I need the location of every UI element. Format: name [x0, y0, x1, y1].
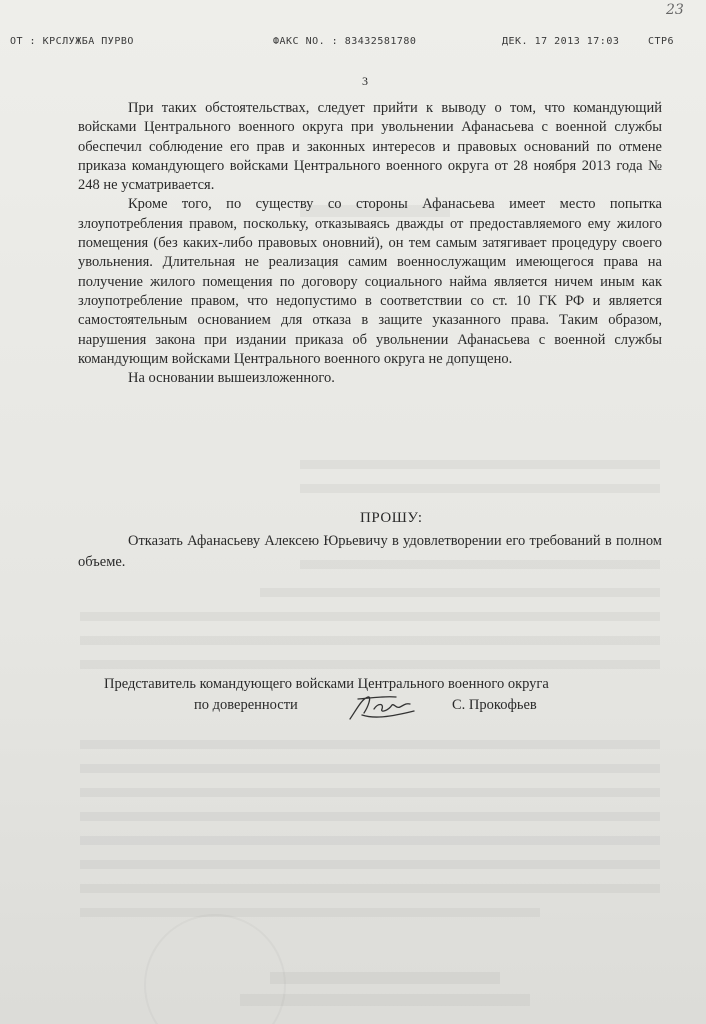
handwritten-page-mark: 23	[666, 2, 684, 18]
request-heading: ПРОШУ:	[360, 510, 423, 526]
body-text	[78, 99, 662, 388]
paragraph: Кроме того, по существу со стороны Афанасьева имеет место попытка злоупотребления правом, поскольку, отказываясь дважды от предоставляемого ему жилого помещения (без каких-либо правовых оновний), он тем самым затягивает процедуру своего увольнения. Длительная не реализация самим военнослужащим имеющегося права на получение жилого помещения по договору социального найма является ничем иным как злоупотребление правом, что недопустимо в соответствии со ст. 10 ГК РФ и является самостоятельным основанием для отказа в защите указанного права. Таким образом, нарушения закона при издании приказа об увольнении Афанасьева с военной службы командующим войсками Центрального военного округа не допущено.	[78, 196, 662, 367]
fax-header	[10, 36, 685, 50]
fax-page: СТР6	[648, 36, 675, 47]
handwritten-signature	[344, 689, 424, 725]
signatory-name: С. Прокофьев	[452, 697, 537, 713]
page-number: 3	[362, 74, 368, 88]
fax-number: ФАКС NO. : 83432581780	[273, 36, 417, 47]
request-text: Отказать Афанасьеву Алексею Юрьевичу в удовлетворении его требований в полном объеме.	[78, 533, 662, 570]
signatory-title: Представитель командующего войсками Центрального военного округа	[104, 676, 549, 692]
paragraph: При таких обстоятельствах, следует прийти к выводу о том, что командующий войсками Центрального военного округа при увольнении Афанасьева с военной службы обеспечил соблюдение его прав и законных интересов и правовых оснований по отмене приказа командующего войсками Центрального военного округа от 28 ноября 2013 года № 248 не усматривается.	[78, 100, 662, 194]
signatory-basis: по доверенности	[194, 697, 298, 713]
paragraph: На основании вышеизложенного.	[128, 370, 335, 387]
fax-sender: ОТ : КРСЛУЖБА ПУРВО	[10, 36, 134, 47]
fax-datetime: ДЕК. 17 2013 17:03	[502, 36, 620, 47]
